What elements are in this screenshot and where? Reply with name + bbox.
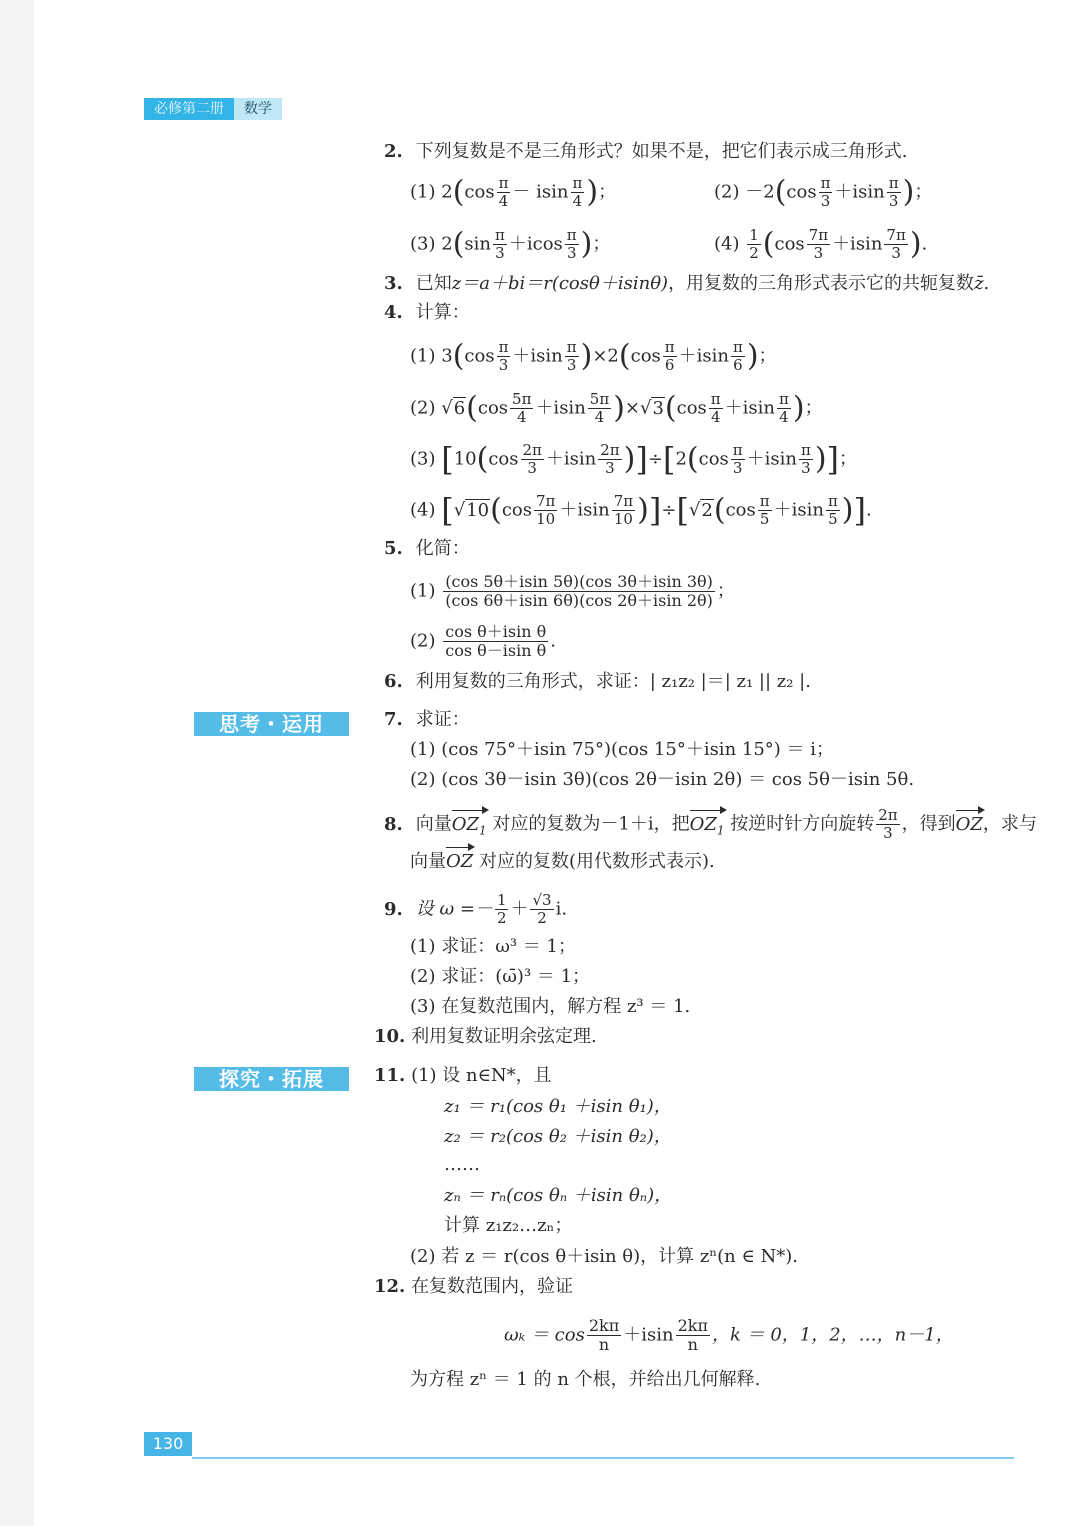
question-10: 10. 利用复数证明余弦定理.: [374, 1026, 597, 1047]
q12-conclusion: 为方程 zⁿ ＝ 1 的 n 个根，并给出几何解释.: [410, 1369, 761, 1390]
q11-z1: z₁ ＝ r₁(cos θ₁ ＋isin θ₁)，: [444, 1096, 672, 1117]
q7-part-2: (2) (cos 3θ－isin 3θ)(cos 2θ－isin 2θ) ＝ cos 5θ－isin 5θ.: [410, 769, 915, 790]
running-header: [144, 98, 282, 120]
q5-part-2: (2) $\frac{\text{cos θ＋isin θ}}{\text{cos θ－isin θ}}$ .: [410, 622, 556, 660]
section-tag-explore: 探究・拓展: [194, 1067, 349, 1091]
q9-part-3: (3) 在复数范围内，解方程 z³ ＝ 1.: [410, 996, 691, 1017]
q7-part-1: (1) (cos 75°＋isin 75°)(cos 15°＋isin 15°) ＝ i；: [410, 739, 835, 760]
q11-ellipsis: ……: [444, 1154, 480, 1175]
page-edge: [0, 0, 34, 1526]
question-12: 12. 在复数范围内，验证: [374, 1276, 574, 1297]
q12-formula: ωₖ ＝ cos $\frac{2k\pi}{n}$ ＋isin $\frac{2k\pi}{n}$ ，k ＝ 0，1，2，…，n－1，: [504, 1316, 954, 1354]
question-8-line-2: 向量OZ 对应的复数(用代数形式表示).: [410, 851, 715, 872]
q11-zn: zₙ ＝ rₙ(cos θₙ ＋isin θₙ)，: [444, 1185, 673, 1206]
question-6: 6. 利用复数的三角形式，求证：| z₁z₂ |＝| z₁ || z₂ |.: [384, 671, 811, 692]
question-7: 7. 求证：: [384, 709, 470, 730]
footer-rule: [192, 1457, 1014, 1459]
q4-part-1: (1) 3(cos $\frac{\pi}{3}$ ＋isin $\frac{\pi}{3}$ )×2(cos $\frac{\pi}{6}$ ＋isin $\frac{\pi}{6}$ )；: [410, 338, 777, 374]
q2-part-2: (2) －2(cos $\frac{\pi}{3}$ ＋isin $\frac{\pi}{3}$ )；: [714, 174, 933, 210]
q5-part-1: (1) $\frac{(\cos 5\theta+isin 5\theta)(\cos 3\theta+isin 3\theta)}{(\cos 6\theta+isin 6\theta)(\cos 2\theta+isin 2\theta)}$ ；: [410, 572, 735, 610]
section-tag-think: 思考・运用: [194, 712, 349, 736]
q11-z2: z₂ ＝ r₂(cos θ₂ ＋isin θ₂)，: [444, 1126, 672, 1147]
q2-part-4: (4) $\frac{1}{2}$ (cos $\frac{7\pi}{3}$ ＋isin $\frac{7\pi}{3}$ ).: [714, 226, 928, 262]
question-8: 8. 向量$OZ_1$ 对应的复数为－1＋i，把$OZ_1$ 按逆时针方向旋转 $\frac{2\pi}{3}$ ，得到OZ，求与: [384, 806, 1037, 842]
q2-part-1: (1) 2(cos $\frac{\pi}{4}$ － isin $\frac{\pi}{4}$ )；: [410, 174, 617, 210]
question-2: 2. 下列复数是不是三角形式？如果不是，把它们表示成三角形式.: [384, 141, 908, 162]
q11-part-2: (2) 若 z ＝ r(cos θ＋isin θ)，计算 zⁿ(n ∈ N*).: [410, 1246, 799, 1267]
question-5: 5. 化简：: [384, 538, 470, 559]
subject-label: 数学: [234, 98, 282, 120]
q4-part-4: (4) [√10(cos $\frac{7\pi}{10}$ ＋isin $\frac{7\pi}{10}$ )]÷[√2(cos $\frac{\pi}{5}$ ＋isin $\frac{\pi}{5}$ )].: [410, 491, 872, 530]
question-3: 3. 已知z＝a＋bi＝r(cosθ＋isinθ)，用复数的三角形式表示它的共轭复数z̄.: [384, 273, 990, 294]
question-9: 9. 设 ω =－ $\frac{1}{2}$ ＋ $\frac{√3}{2}$ i.: [384, 891, 568, 927]
q11-compute: 计算 z₁z₂…zₙ；: [444, 1215, 573, 1236]
q9-part-2: (2) 求证：(ω̄)³ ＝ 1；: [410, 966, 591, 987]
question-11: 11. (1) 设 n∈N*，且: [374, 1065, 552, 1086]
page-number: 130: [144, 1432, 192, 1456]
q4-part-3: (3) [10(cos $\frac{2\pi}{3}$ ＋isin $\frac{2\pi}{3}$ )]÷[2(cos $\frac{\pi}{3}$ ＋isin $\frac{\pi}{3}$ )]；: [410, 440, 858, 479]
question-4: 4. 计算：: [384, 302, 470, 323]
q9-part-1: (1) 求证：ω³ ＝ 1；: [410, 936, 577, 957]
q4-part-2: (2) √6(cos $\frac{5\pi}{4}$ ＋isin $\frac{5\pi}{4}$ )×√3(cos $\frac{\pi}{4}$ ＋isin $\frac{\pi}{4}$ )；: [410, 390, 823, 426]
q2-part-3: (3) 2(sin $\frac{\pi}{3}$ ＋icos $\frac{\pi}{3}$ )；: [410, 226, 611, 262]
book-title: 必修第二册: [144, 98, 234, 120]
